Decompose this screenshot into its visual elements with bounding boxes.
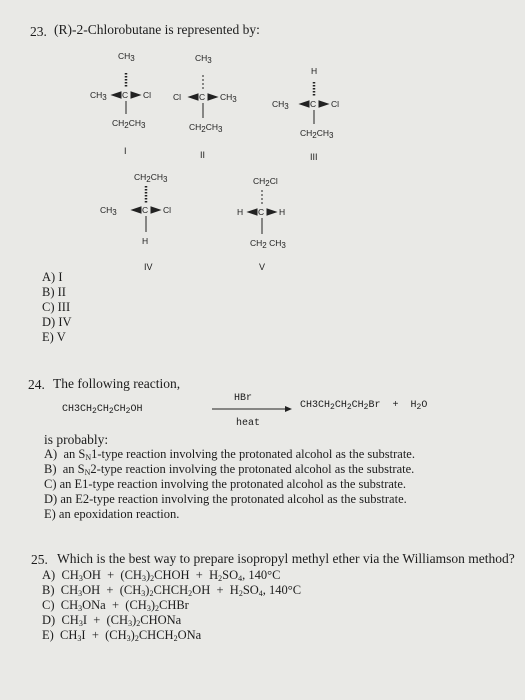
- q25-option-e[interactable]: E) $CH_3I$ + $(CH_3)_2CHCH_2ONa$: [42, 628, 202, 643]
- q23-option-a[interactable]: A) I: [42, 270, 63, 284]
- struct-3-right: Cl: [331, 99, 340, 109]
- q23-prompt: (R)-2-Chlorobutane is represented by:: [54, 22, 260, 37]
- struct-1-top: $CH_3$: [118, 51, 135, 63]
- struct-2-left: Cl: [173, 92, 182, 102]
- struct-4-right: Cl: [163, 205, 172, 215]
- struct-1-center: C: [122, 90, 129, 100]
- q24-options: [44, 447, 415, 522]
- struct-2-bottom: $CH_2CH_3$: [189, 122, 223, 134]
- q24-option-b[interactable]: B) an $S_N2$-type reaction involving the protonated alcohol as the substrate.: [44, 462, 415, 477]
- q24-number: 24.: [28, 377, 45, 392]
- struct-3-bottom: $CH_2CH_3$: [300, 128, 334, 140]
- struct-4-bottom: H: [142, 236, 149, 246]
- q23-option-b[interactable]: B) II: [42, 285, 66, 299]
- q24-products: $CH3CH_2CH_2CH_2Br + H_2O$: [300, 400, 428, 412]
- struct-3-top: H: [311, 66, 318, 76]
- q23-number: 23.: [30, 24, 47, 39]
- q23-option-e[interactable]: E) V: [42, 330, 66, 344]
- struct-3-left: $CH_3$: [272, 99, 289, 111]
- struct-5-left: H: [237, 207, 244, 217]
- q25-option-a[interactable]: A) $CH_3OH$ + $(CH_3)_2CHOH + H_2SO_4$, 140°C: [42, 568, 281, 583]
- struct-4-top: $CH_2CH_3$: [134, 172, 168, 184]
- q23-option-c[interactable]: C) III: [42, 300, 71, 314]
- struct-2-center: C: [199, 92, 206, 102]
- struct-3-label: III: [310, 152, 318, 162]
- q24-reagent: HBr: [234, 393, 253, 404]
- struct-5-center: C: [258, 207, 265, 217]
- q25-option-b[interactable]: B) $CH_3OH$ + $(CH_3)_2CHCH_2OH + H_2SO_4$, 140°C: [42, 583, 302, 598]
- struct-2-top: $CH_3$: [195, 53, 212, 65]
- struct-5-label: V: [259, 262, 266, 272]
- q23-option-d[interactable]: D) IV: [42, 315, 72, 329]
- struct-2-right: $CH_3$: [220, 92, 237, 104]
- struct-5-right: H: [279, 207, 286, 217]
- q25-option-d[interactable]: D) $CH_3I$ + $(CH_3)_2CHONa$: [42, 613, 182, 628]
- struct-3-center: C: [310, 99, 317, 109]
- q24-option-a[interactable]: A) an $S_N1$-type reaction involving the protonated alcohol as the substrate.: [44, 447, 415, 462]
- q24-option-d[interactable]: D) an E2-type reaction involving the protonated alcohol as the substrate.: [44, 492, 407, 506]
- q24-option-e[interactable]: E) an epoxidation reaction.: [44, 507, 180, 521]
- struct-1-right: Cl: [143, 90, 152, 100]
- struct-1-bottom: $CH_2CH_3$: [112, 118, 146, 130]
- q25-number: 25.: [31, 552, 48, 567]
- q25-options: [42, 568, 301, 643]
- q24-prompt: The following reaction,: [53, 376, 181, 391]
- q25-option-c[interactable]: C) $CH_3ONa$ + $(CH_3)_2CHBr$: [42, 598, 189, 613]
- struct-1-left: $CH_3$: [90, 90, 107, 102]
- q24-lead: is probably:: [44, 432, 109, 447]
- struct-4-center: C: [142, 205, 149, 215]
- struct-5-top: $CH_2Cl$: [253, 176, 278, 188]
- struct-4-left: $CH_3$: [100, 205, 117, 217]
- q24-reactant: $CH3CH_2CH_2CH_2OH$: [62, 404, 143, 416]
- struct-1-label: I: [124, 146, 127, 156]
- struct-5-bottom: $CH_2$ $CH_3$: [250, 238, 286, 250]
- struct-4-label: IV: [144, 262, 153, 272]
- q24-option-c[interactable]: C) an E1-type reaction involving the protonated alcohol as the substrate.: [44, 477, 407, 491]
- q25-prompt: Which is the best way to prepare isopropyl methyl ether via the Williamson method?: [57, 551, 515, 566]
- q24-condition: heat: [236, 418, 261, 429]
- struct-2-label: II: [200, 150, 206, 160]
